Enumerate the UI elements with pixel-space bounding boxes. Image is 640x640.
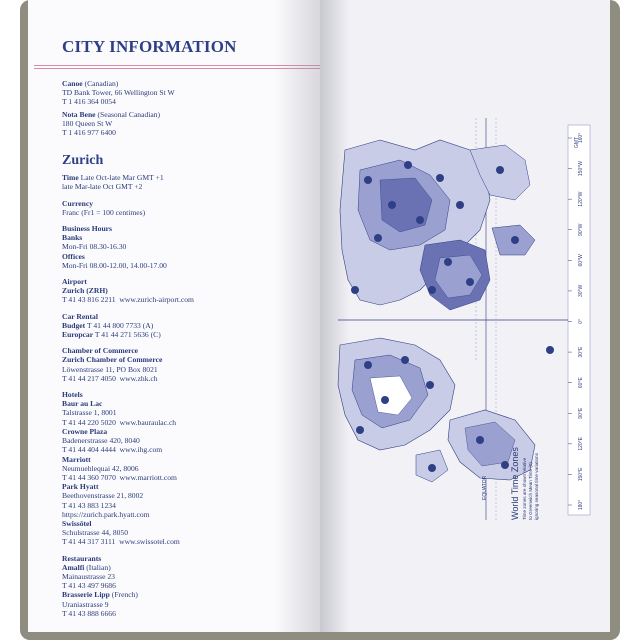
section-label: Hotels — [62, 390, 83, 400]
airport-web: www.zurich-airport.com — [119, 295, 194, 305]
city-heading: Zurich — [62, 153, 104, 169]
hotel-entry — [62, 455, 302, 483]
restaurant-entry-canoe — [62, 79, 302, 107]
offices-hours: Mon-Fri 08.00-12.00, 14.00-17.00 — [62, 260, 167, 270]
entry-desc: (Seasonal Canadian) — [97, 109, 161, 119]
equator-label: EQUATOR — [482, 475, 488, 500]
city-marker — [428, 286, 436, 294]
restaurant-desc: (Italian) — [86, 562, 111, 572]
hotel-web: www.bauraulac.ch — [119, 417, 177, 427]
entry-address: 180 Queen St W — [62, 118, 113, 128]
city-marker — [466, 278, 474, 286]
latitude-label: 160° — [578, 132, 584, 144]
hotel-address: Badenerstrasse 420, 8040 — [62, 436, 140, 446]
business-hours-section — [62, 224, 302, 270]
restaurant-entry — [62, 563, 302, 591]
city-marker — [476, 436, 484, 444]
city-marker — [404, 161, 412, 169]
hotel-phone: T 41 43 883 1234 — [62, 500, 116, 510]
hotel-address: Beethovenstrasse 21, 8002 — [62, 491, 144, 501]
city-marker — [444, 258, 452, 266]
city-marker — [364, 361, 372, 369]
section-label: Chamber of Commerce — [62, 346, 139, 356]
chamber-web: www.zhk.ch — [119, 373, 158, 383]
city-info-content — [62, 79, 302, 621]
restaurant-entry — [62, 590, 302, 618]
section-label: Time — [62, 173, 79, 183]
hotel-entry — [62, 519, 302, 547]
gmt-label: GMT — [574, 136, 580, 148]
hotel-web: https://zurich.park.hyatt.com — [62, 509, 150, 519]
city-marker — [511, 236, 519, 244]
restaurant-desc: (French) — [111, 590, 138, 600]
city-marker — [356, 426, 364, 434]
entry-phone: T 1 416 977 6400 — [62, 128, 116, 138]
restaurant-phone: T 41 43 497 9686 — [62, 581, 116, 591]
entry-address: TD Bank Tower, 66 Wellington St W — [62, 88, 175, 98]
hotel-phone: T 41 44 317 3111 — [62, 537, 116, 547]
hotel-entry — [62, 482, 302, 519]
city-marker — [374, 234, 382, 242]
hotel-phone: T 41 44 404 4444 — [62, 445, 116, 455]
latitude-label: 90°E — [578, 407, 584, 419]
city-marker — [381, 396, 389, 404]
map-note-line-2: to Greenwich Mean Time (0) — [528, 462, 533, 520]
restaurant-address: Mainaustrasse 23 — [62, 571, 115, 581]
hotel-name: Crowne Plaza — [62, 426, 108, 436]
latitude-label: 30°E — [578, 346, 584, 358]
entry-desc: (Canadian) — [84, 79, 119, 88]
airport-name: Zurich (ZRH) — [62, 286, 108, 296]
chamber-phone: T 41 44 217 4050 — [62, 373, 116, 383]
hotel-name: Marriott — [62, 454, 91, 464]
latitude-label: 120°W — [578, 191, 584, 207]
latitude-label: 150°W — [578, 161, 584, 177]
section-label: Business Hours — [62, 224, 113, 234]
hotel-phone: T 41 44 360 7070 — [62, 472, 116, 482]
hotel-name: Swissôtel — [62, 518, 92, 528]
airport-phone: T 41 43 816 2211 — [62, 295, 116, 305]
city-marker — [416, 216, 424, 224]
banks-label: Banks — [62, 233, 83, 243]
latitude-label: 60°W — [578, 254, 584, 267]
entry-name: Canoe — [62, 79, 83, 88]
city-marker — [426, 381, 434, 389]
hotels-section — [62, 390, 302, 546]
restaurant-name: Amalfi — [62, 562, 85, 572]
map-note-line-3: ignoring seasonal time variations — [534, 453, 539, 520]
latitude-label: 150°E — [578, 467, 584, 482]
entry-phone: T 1 416 364 0054 — [62, 97, 116, 107]
latitude-label: 120°E — [578, 436, 584, 451]
hotel-address: Schulstrasse 44, 8050 — [62, 528, 129, 538]
left-page — [28, 0, 320, 632]
hotel-phone: T 41 44 220 5020 — [62, 417, 116, 427]
chamber-section — [62, 346, 302, 383]
hotel-address: Talstrasse 1, 8001 — [62, 408, 117, 418]
time-line-1: Late Oct-late Mar GMT +1 — [80, 173, 164, 183]
rental-name: Europcar — [62, 330, 94, 340]
hotel-name: Baur au Lac — [62, 399, 103, 409]
page-title: CITY INFORMATION — [62, 37, 237, 56]
offices-label: Offices — [62, 251, 85, 261]
city-marker — [351, 286, 359, 294]
hotel-address: Neumuehlequai 42, 8006 — [62, 463, 139, 473]
map-note-line-1: Time zones are shown relative — [522, 457, 527, 520]
latitude-label: 60°E — [578, 377, 584, 389]
restaurant-name: Brasserie Lipp — [62, 590, 110, 600]
restaurant-phone: T 41 43 888 6666 — [62, 608, 116, 618]
airport-section — [62, 277, 302, 305]
city-marker — [388, 201, 396, 209]
latitude-label: 0° — [578, 319, 584, 324]
hotel-entry — [62, 427, 302, 455]
chamber-address: Löwenstrasse 11, PO Box 8021 — [62, 364, 158, 374]
world-time-zone-map — [320, 0, 610, 632]
banks-hours: Mon-Fri 08.30-16.30 — [62, 242, 127, 252]
city-marker — [428, 464, 436, 472]
latitude-label: 30°W — [578, 284, 584, 298]
restaurants-section — [62, 554, 302, 618]
section-label: Restaurants — [62, 553, 102, 563]
map-title: World Time Zones — [510, 447, 520, 520]
hotel-web: www.marriott.com — [119, 472, 177, 482]
latitude-label: 180° — [578, 499, 584, 511]
currency-value: Franc (Fr1 = 100 centimes) — [62, 207, 146, 217]
city-marker — [456, 201, 464, 209]
restaurant-entry-nota-bene — [62, 110, 302, 138]
hotel-entry — [62, 399, 302, 427]
hotel-web: www.swissotel.com — [119, 537, 180, 547]
entry-name: Nota Bene — [62, 109, 96, 119]
rental-name: Budget — [62, 320, 86, 330]
time-section — [62, 173, 302, 191]
city-marker — [364, 176, 372, 184]
latitude-label: 90°W — [578, 223, 584, 236]
city-marker — [401, 356, 409, 364]
rental-detail: T 41 44 271 5636 (C) — [94, 330, 161, 340]
car-rental-section — [62, 312, 302, 340]
city-marker — [436, 174, 444, 182]
currency-section — [62, 199, 302, 217]
city-marker — [501, 461, 509, 469]
rental-detail: T 41 44 800 7733 (A) — [86, 320, 154, 330]
restaurant-address: Uraniastrasse 9 — [62, 599, 109, 609]
hotel-name: Park Hyatt — [62, 482, 99, 492]
section-label: Airport — [62, 277, 87, 287]
hotel-web: www.ihg.com — [119, 445, 163, 455]
city-marker — [546, 346, 554, 354]
city-marker — [496, 166, 504, 174]
chamber-name: Zurich Chamber of Commerce — [62, 355, 163, 365]
section-label: Currency — [62, 198, 94, 208]
title-rule-bottom — [34, 68, 320, 69]
right-page — [320, 0, 610, 632]
title-rule-top — [34, 65, 320, 66]
time-line-2: late Mar-late Oct GMT +2 — [62, 182, 143, 192]
section-label: Car Rental — [62, 311, 98, 321]
